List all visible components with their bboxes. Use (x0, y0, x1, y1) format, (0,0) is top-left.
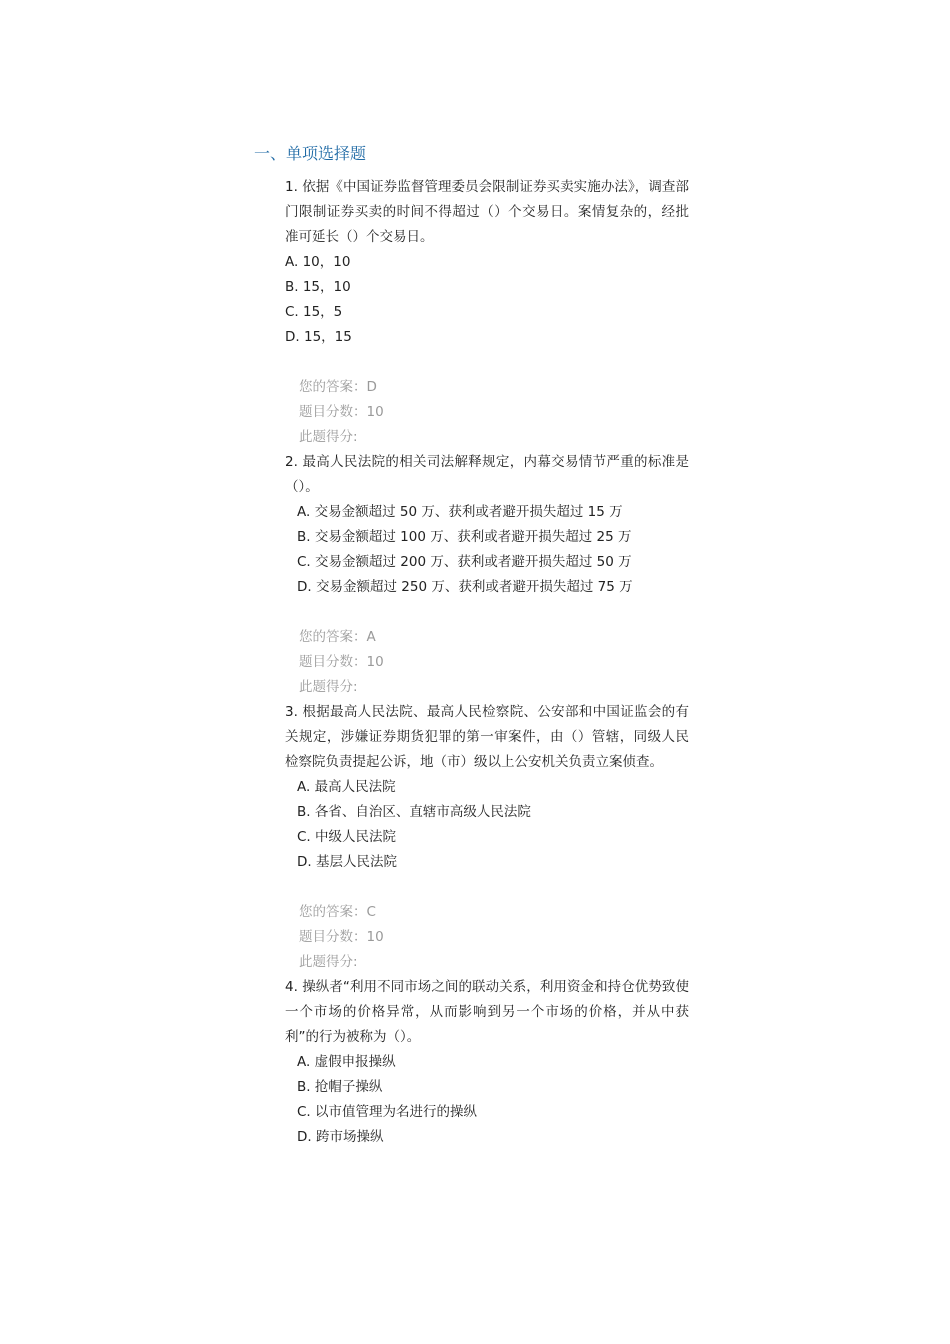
question-2-earned: 此题得分: (299, 679, 358, 695)
question-1-your-answer: 您的答案：D (299, 379, 377, 395)
section-title: 一、单项选择题 (254, 144, 367, 163)
question-1-options (285, 250, 689, 350)
question-3-result (285, 900, 689, 975)
question-3-text: 3. 根据最高人民法院、最高人民检察院、公安部和中国证监会的有关规定，涉嫌证券期货犯罪的第一审案件，由（）管辖，同级人民检察院负责提起公诉，地（市）级以上公安机关负责立案侦查。 (285, 704, 689, 770)
question-4-option-c: C. 以市值管理为名进行的操纵 (297, 1104, 478, 1120)
question-1 (285, 175, 689, 450)
question-3-earned: 此题得分: (299, 954, 358, 970)
question-list (285, 175, 689, 1150)
question-1-option-a: A. 10，10 (285, 254, 351, 270)
question-2-option-d: D. 交易金额超过 250 万、获利或者避开损失超过 75 万 (297, 579, 633, 595)
question-3-option-b: B. 各省、自治区、直辖市高级人民法院 (297, 804, 531, 820)
question-3-your-answer: 您的答案：C (299, 904, 376, 920)
question-3-option-c: C. 中级人民法院 (297, 829, 397, 845)
question-3-options (285, 775, 689, 875)
question-3-option-a: A. 最高人民法院 (297, 779, 396, 795)
question-2-option-a: A. 交易金额超过 50 万、获利或者避开损失超过 15 万 (297, 504, 623, 520)
question-3 (285, 700, 689, 975)
question-2-option-c: C. 交易金额超过 200 万、获利或者避开损失超过 50 万 (297, 554, 632, 570)
question-4 (285, 975, 689, 1150)
question-2-option-b: B. 交易金额超过 100 万、获利或者避开损失超过 25 万 (297, 529, 632, 545)
question-3-option-d: D. 基层人民法院 (297, 854, 397, 870)
question-2 (285, 450, 689, 700)
question-1-earned: 此题得分: (299, 429, 358, 445)
question-1-score: 题目分数：10 (299, 404, 384, 420)
question-1-result (285, 375, 689, 450)
question-2-your-answer: 您的答案：A (299, 629, 376, 645)
question-2-result (285, 625, 689, 700)
question-3-score: 题目分数：10 (299, 929, 384, 945)
question-4-option-d: D. 跨市场操纵 (297, 1129, 384, 1145)
question-4-option-a: A. 虚假申报操纵 (297, 1054, 396, 1070)
question-4-text: 4. 操纵者“利用不同市场之间的联动关系，利用资金和持仓优势致使一个市场的价格异常，从而影响到另一个市场的价格，并从中获利”的行为被称为（）。 (285, 979, 689, 1045)
question-2-score: 题目分数：10 (299, 654, 384, 670)
question-1-option-d: D. 15，15 (285, 329, 352, 345)
question-2-text: 2. 最高人民法院的相关司法解释规定，内幕交易情节严重的标准是（）。 (285, 454, 689, 495)
question-1-text: 1. 依据《中国证券监督管理委员会限制证券买卖实施办法》，调查部门限制证券买卖的时间不得超过（）个交易日。案情复杂的，经批准可延长（）个交易日。 (285, 179, 689, 245)
question-2-options (285, 500, 689, 600)
question-1-option-b: B. 15，10 (285, 279, 351, 295)
question-1-option-c: C. 15，5 (285, 304, 343, 320)
question-4-option-b: B. 抢帽子操纵 (297, 1079, 383, 1095)
question-4-options (285, 1050, 689, 1150)
